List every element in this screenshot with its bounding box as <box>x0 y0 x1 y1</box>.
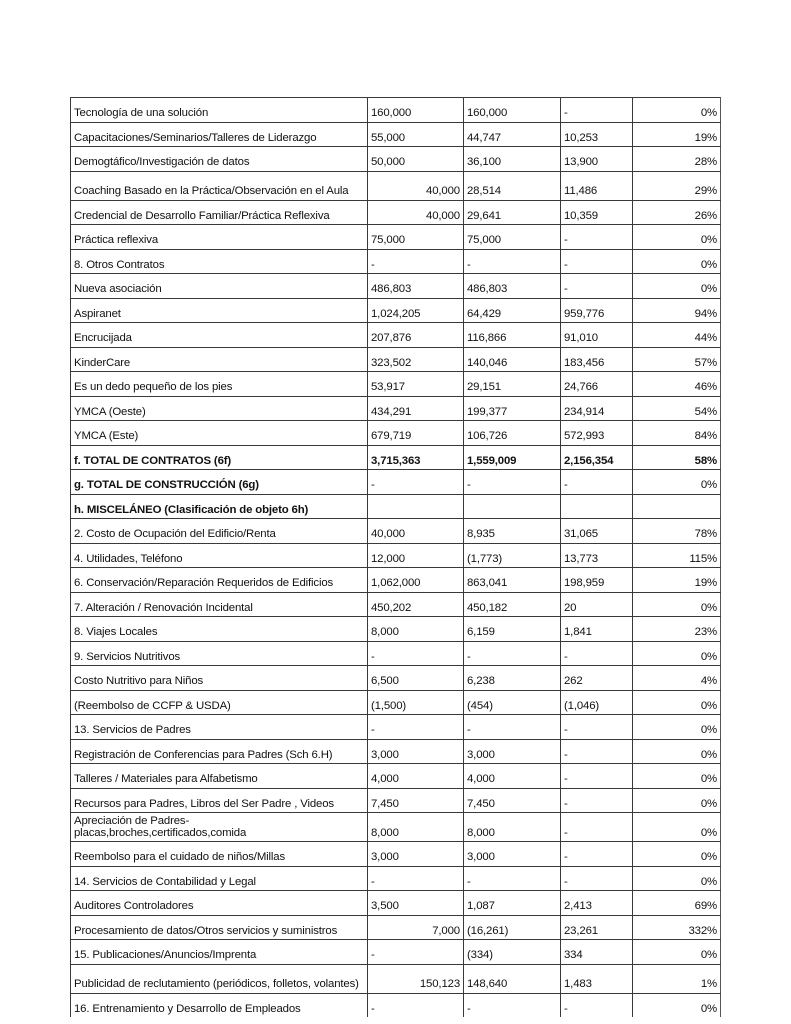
row-label-cell: Tecnología de una solución <box>71 98 368 123</box>
remaining-cell: 1,841 <box>561 617 633 642</box>
budget-cell <box>368 494 464 519</box>
remaining-cell: (1,046) <box>561 690 633 715</box>
table-row <box>71 396 721 421</box>
percent-cell: 46% <box>633 372 721 397</box>
budget-cell: - <box>368 641 464 666</box>
percent-cell: 1% <box>633 964 721 993</box>
actual-cell: (1,773) <box>464 543 561 568</box>
remaining-cell: 24,766 <box>561 372 633 397</box>
percent-cell: 0% <box>633 813 721 842</box>
budget-cell: 450,202 <box>368 592 464 617</box>
row-label-cell: Costo Nutritivo para Niños <box>71 666 368 691</box>
remaining-cell: 183,456 <box>561 347 633 372</box>
table-row <box>71 494 721 519</box>
table-row <box>71 147 721 172</box>
row-label-cell: g. TOTAL DE CONSTRUCCIÓN (6g) <box>71 470 368 495</box>
row-label-cell: KinderCare <box>71 347 368 372</box>
percent-cell: 54% <box>633 396 721 421</box>
percent-cell: 84% <box>633 421 721 446</box>
remaining-cell: 234,914 <box>561 396 633 421</box>
actual-cell: 6,238 <box>464 666 561 691</box>
budget-cell: 3,000 <box>368 739 464 764</box>
actual-cell: 36,100 <box>464 147 561 172</box>
remaining-cell: 572,993 <box>561 421 633 446</box>
row-label-cell: Reembolso para el cuidado de niños/Millas <box>71 842 368 867</box>
table-row <box>71 690 721 715</box>
row-label-cell: 16. Entrenamiento y Desarrollo de Empleados <box>71 993 368 1017</box>
budget-table <box>70 97 721 1017</box>
percent-cell: 69% <box>633 891 721 916</box>
table-row <box>71 298 721 323</box>
remaining-cell: 13,773 <box>561 543 633 568</box>
table-row <box>71 641 721 666</box>
remaining-cell: 11,486 <box>561 171 633 200</box>
percent-cell: 4% <box>633 666 721 691</box>
row-label-cell: Coaching Basado en la Práctica/Observación en el Aula <box>71 171 368 200</box>
row-label-cell: Auditores Controladores <box>71 891 368 916</box>
budget-cell: 3,715,363 <box>368 445 464 470</box>
row-label-cell: Publicidad de reclutamiento (periódicos, folletos, volantes) <box>71 964 368 993</box>
row-label-line: Apreciación de Padres- <box>74 815 190 827</box>
remaining-cell: - <box>561 715 633 740</box>
table-row <box>71 592 721 617</box>
percent-cell: 0% <box>633 470 721 495</box>
remaining-cell: - <box>561 866 633 891</box>
table-row <box>71 122 721 147</box>
percent-cell: 0% <box>633 641 721 666</box>
budget-cell: 679,719 <box>368 421 464 446</box>
budget-cell: 8,000 <box>368 813 464 842</box>
budget-cell: - <box>368 715 464 740</box>
row-label-cell: Aspiranet <box>71 298 368 323</box>
budget-cell: 7,450 <box>368 788 464 813</box>
percent-cell: 0% <box>633 788 721 813</box>
percent-cell: 332% <box>633 915 721 940</box>
actual-cell: - <box>464 866 561 891</box>
remaining-cell: - <box>561 764 633 789</box>
budget-cell: 6,500 <box>368 666 464 691</box>
table-row <box>71 470 721 495</box>
percent-cell: 94% <box>633 298 721 323</box>
remaining-cell: - <box>561 641 633 666</box>
budget-cell: 40,000 <box>368 519 464 544</box>
actual-cell: 29,641 <box>464 200 561 225</box>
budget-cell: 7,000 <box>368 915 464 940</box>
table-row <box>71 964 721 993</box>
actual-cell: 29,151 <box>464 372 561 397</box>
row-label-cell: 8. Viajes Locales <box>71 617 368 642</box>
row-label-cell <box>71 813 368 842</box>
remaining-cell: - <box>561 788 633 813</box>
budget-cell: 3,500 <box>368 891 464 916</box>
actual-cell: 116,866 <box>464 323 561 348</box>
table-row <box>71 993 721 1017</box>
percent-cell: 0% <box>633 715 721 740</box>
budget-cell: 160,000 <box>368 98 464 123</box>
budget-cell: 55,000 <box>368 122 464 147</box>
table-row <box>71 323 721 348</box>
percent-cell: 19% <box>633 122 721 147</box>
remaining-cell: 959,776 <box>561 298 633 323</box>
remaining-cell: 2,413 <box>561 891 633 916</box>
actual-cell: 3,000 <box>464 739 561 764</box>
percent-cell: 78% <box>633 519 721 544</box>
remaining-cell: 1,483 <box>561 964 633 993</box>
percent-cell: 29% <box>633 171 721 200</box>
percent-cell: 0% <box>633 764 721 789</box>
remaining-cell: - <box>561 813 633 842</box>
remaining-cell: - <box>561 225 633 250</box>
percent-cell: 57% <box>633 347 721 372</box>
row-label-cell: 15. Publicaciones/Anuncios/Imprenta <box>71 940 368 965</box>
table-row <box>71 666 721 691</box>
remaining-cell: - <box>561 274 633 299</box>
table-row <box>71 940 721 965</box>
remaining-cell: 198,959 <box>561 568 633 593</box>
budget-cell: 4,000 <box>368 764 464 789</box>
actual-cell: 6,159 <box>464 617 561 642</box>
table-row <box>71 171 721 200</box>
remaining-cell: 334 <box>561 940 633 965</box>
actual-cell: 106,726 <box>464 421 561 446</box>
row-label-cell: Es un dedo pequeño de los pies <box>71 372 368 397</box>
actual-cell: 450,182 <box>464 592 561 617</box>
table-row <box>71 739 721 764</box>
table-row <box>71 347 721 372</box>
budget-cell: - <box>368 249 464 274</box>
percent-cell: 26% <box>633 200 721 225</box>
actual-cell: 1,087 <box>464 891 561 916</box>
actual-cell: 3,000 <box>464 842 561 867</box>
remaining-cell: 10,359 <box>561 200 633 225</box>
actual-cell: 486,803 <box>464 274 561 299</box>
actual-cell: 148,640 <box>464 964 561 993</box>
table-row <box>71 445 721 470</box>
percent-cell: 0% <box>633 739 721 764</box>
percent-cell: 0% <box>633 98 721 123</box>
actual-cell: 8,000 <box>464 813 561 842</box>
table-row <box>71 788 721 813</box>
percent-cell: 58% <box>633 445 721 470</box>
remaining-cell: - <box>561 842 633 867</box>
remaining-cell: - <box>561 993 633 1017</box>
budget-cell: 434,291 <box>368 396 464 421</box>
table-row <box>71 842 721 867</box>
actual-cell: 75,000 <box>464 225 561 250</box>
remaining-cell: 31,065 <box>561 519 633 544</box>
budget-cell: 50,000 <box>368 147 464 172</box>
actual-cell <box>464 494 561 519</box>
remaining-cell: 262 <box>561 666 633 691</box>
percent-cell: 28% <box>633 147 721 172</box>
budget-cell: 486,803 <box>368 274 464 299</box>
table-row <box>71 764 721 789</box>
actual-cell: (16,261) <box>464 915 561 940</box>
budget-cell: (1,500) <box>368 690 464 715</box>
table-row <box>71 249 721 274</box>
row-label-cell: 2. Costo de Ocupación del Edificio/Renta <box>71 519 368 544</box>
row-label-cell: 4. Utilidades, Teléfono <box>71 543 368 568</box>
table-row <box>71 543 721 568</box>
table-row <box>71 98 721 123</box>
table-row <box>71 617 721 642</box>
actual-cell: - <box>464 715 561 740</box>
actual-cell: 4,000 <box>464 764 561 789</box>
budget-cell: - <box>368 940 464 965</box>
percent-cell: 0% <box>633 866 721 891</box>
percent-cell: 19% <box>633 568 721 593</box>
percent-cell: 23% <box>633 617 721 642</box>
percent-cell: 0% <box>633 690 721 715</box>
percent-cell: 0% <box>633 592 721 617</box>
actual-cell: - <box>464 470 561 495</box>
table-row <box>71 274 721 299</box>
table-row <box>71 372 721 397</box>
budget-cell: 323,502 <box>368 347 464 372</box>
row-label-cell: YMCA (Oeste) <box>71 396 368 421</box>
budget-cell: 1,024,205 <box>368 298 464 323</box>
actual-cell: 7,450 <box>464 788 561 813</box>
budget-table-body <box>71 98 721 1018</box>
actual-cell: - <box>464 641 561 666</box>
row-label-cell: Procesamiento de datos/Otros servicios y suministros <box>71 915 368 940</box>
percent-cell: 0% <box>633 225 721 250</box>
actual-cell: 44,747 <box>464 122 561 147</box>
row-label-cell: Recursos para Padres, Libros del Ser Padre , Videos <box>71 788 368 813</box>
row-label-cell: Talleres / Materiales para Alfabetismo <box>71 764 368 789</box>
actual-cell: 863,041 <box>464 568 561 593</box>
row-label-line: placas,broches,certificados,comida <box>74 826 247 839</box>
remaining-cell: 10,253 <box>561 122 633 147</box>
budget-cell: 40,000 <box>368 171 464 200</box>
actual-cell: 28,514 <box>464 171 561 200</box>
budget-cell: - <box>368 470 464 495</box>
actual-cell: 140,046 <box>464 347 561 372</box>
percent-cell: 0% <box>633 940 721 965</box>
row-label-cell: 7. Alteración / Renovación Incidental <box>71 592 368 617</box>
remaining-cell: 91,010 <box>561 323 633 348</box>
row-label-cell: 6. Conservación/Reparación Requeridos de Edificios <box>71 568 368 593</box>
actual-cell: 160,000 <box>464 98 561 123</box>
row-label-cell: 8. Otros Contratos <box>71 249 368 274</box>
remaining-cell: 23,261 <box>561 915 633 940</box>
actual-cell: 199,377 <box>464 396 561 421</box>
budget-cell: - <box>368 866 464 891</box>
budget-cell: 12,000 <box>368 543 464 568</box>
percent-cell <box>633 494 721 519</box>
table-row <box>71 866 721 891</box>
actual-cell: 8,935 <box>464 519 561 544</box>
budget-cell: 207,876 <box>368 323 464 348</box>
remaining-cell: 2,156,354 <box>561 445 633 470</box>
row-label-cell: Encrucijada <box>71 323 368 348</box>
row-label-cell: Capacitaciones/Seminarios/Talleres de Liderazgo <box>71 122 368 147</box>
budget-cell: 8,000 <box>368 617 464 642</box>
remaining-cell: - <box>561 739 633 764</box>
table-row <box>71 891 721 916</box>
budget-cell: 3,000 <box>368 842 464 867</box>
budget-cell: - <box>368 993 464 1017</box>
row-label-cell: Práctica reflexiva <box>71 225 368 250</box>
row-label-cell: 14. Servicios de Contabilidad y Legal <box>71 866 368 891</box>
actual-cell: 64,429 <box>464 298 561 323</box>
table-row <box>71 813 721 842</box>
remaining-cell: 13,900 <box>561 147 633 172</box>
table-row <box>71 715 721 740</box>
percent-cell: 0% <box>633 274 721 299</box>
actual-cell: (334) <box>464 940 561 965</box>
table-row <box>71 519 721 544</box>
percent-cell: 44% <box>633 323 721 348</box>
percent-cell: 0% <box>633 993 721 1017</box>
budget-cell: 1,062,000 <box>368 568 464 593</box>
remaining-cell: - <box>561 249 633 274</box>
row-label-cell: Demogtáfico/Investigación de datos <box>71 147 368 172</box>
budget-cell: 53,917 <box>368 372 464 397</box>
table-row <box>71 421 721 446</box>
actual-cell: - <box>464 993 561 1017</box>
table-row <box>71 915 721 940</box>
remaining-cell: - <box>561 98 633 123</box>
row-label-cell: f. TOTAL DE CONTRATOS (6f) <box>71 445 368 470</box>
row-label-cell: Nueva asociación <box>71 274 368 299</box>
row-label-cell: YMCA (Este) <box>71 421 368 446</box>
row-label-cell: h. MISCELÁNEO (Clasificación de objeto 6h) <box>71 494 368 519</box>
row-label-cell: Registración de Conferencias para Padres (Sch 6.H) <box>71 739 368 764</box>
row-label-cell: 13. Servicios de Padres <box>71 715 368 740</box>
remaining-cell: - <box>561 470 633 495</box>
percent-cell: 0% <box>633 842 721 867</box>
table-row <box>71 225 721 250</box>
row-label-cell: Credencial de Desarrollo Familiar/Práctica Reflexiva <box>71 200 368 225</box>
remaining-cell: 20 <box>561 592 633 617</box>
budget-cell: 40,000 <box>368 200 464 225</box>
actual-cell: - <box>464 249 561 274</box>
row-label-cell: (Reembolso de CCFP & USDA) <box>71 690 368 715</box>
actual-cell: 1,559,009 <box>464 445 561 470</box>
table-row <box>71 200 721 225</box>
budget-cell: 150,123 <box>368 964 464 993</box>
budget-cell: 75,000 <box>368 225 464 250</box>
remaining-cell <box>561 494 633 519</box>
percent-cell: 0% <box>633 249 721 274</box>
percent-cell: 115% <box>633 543 721 568</box>
table-row <box>71 568 721 593</box>
actual-cell: (454) <box>464 690 561 715</box>
row-label-cell: 9. Servicios Nutritivos <box>71 641 368 666</box>
